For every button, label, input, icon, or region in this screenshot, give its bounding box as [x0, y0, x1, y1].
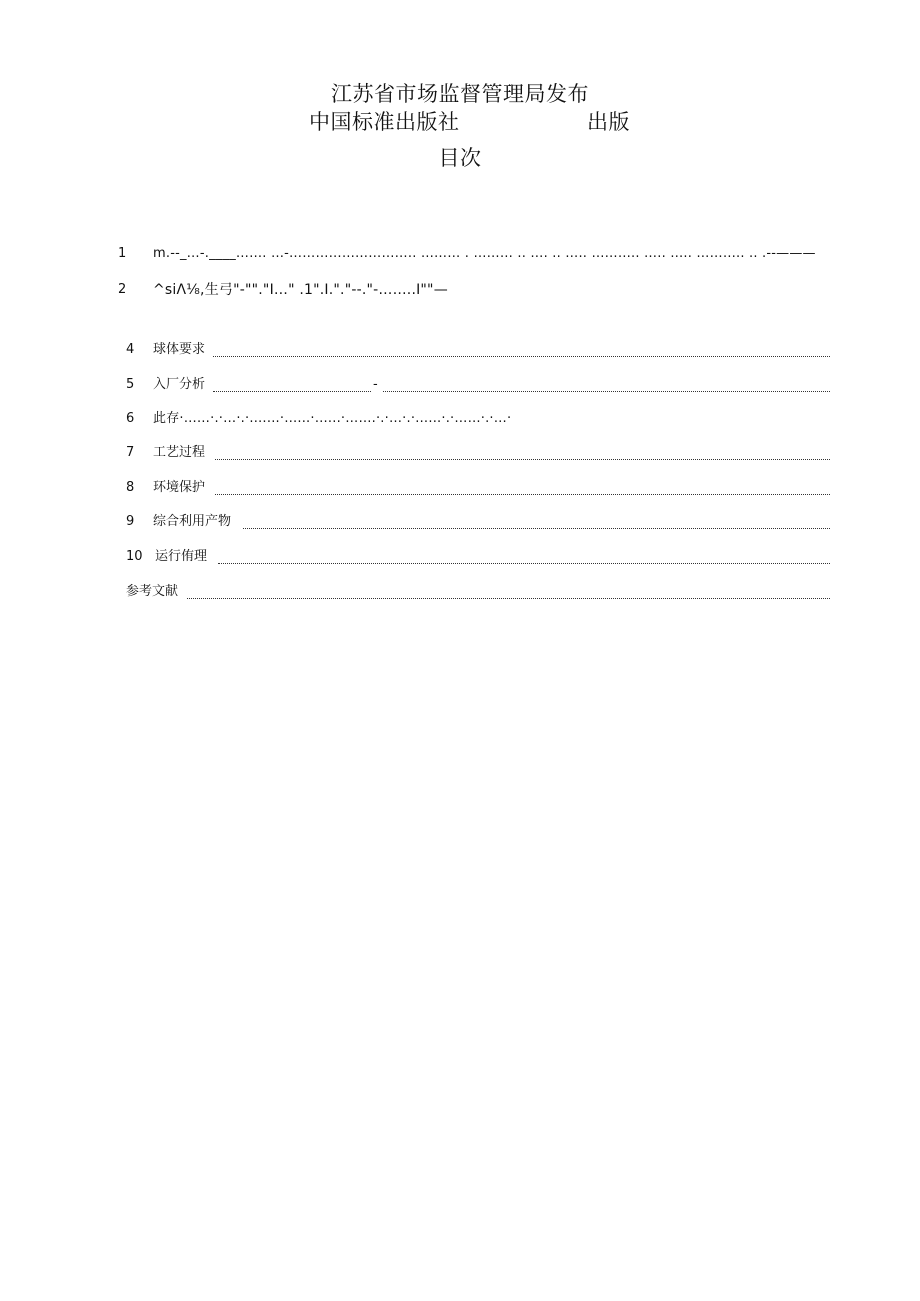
toc-entry-text: 环境保护: [153, 480, 206, 495]
toc-entry-mark: -: [373, 377, 378, 392]
toc-entry-text: 参考文献: [126, 584, 179, 599]
dot-leader: [213, 342, 830, 357]
dot-leader: [383, 377, 830, 392]
dot-leader: [243, 514, 830, 529]
dot-leader: [213, 377, 371, 392]
toc-entry-text: 工艺过程: [153, 445, 206, 460]
dot-leader: [215, 445, 830, 460]
press-suffix: 出版: [587, 110, 630, 134]
toc-entry-number: 2: [118, 282, 127, 297]
toc-entry-text: 球体要求: [153, 342, 206, 357]
toc-entry-number: 6: [126, 411, 135, 426]
toc-entry-text: ^siΛ⅛,生弓"-""."I…" .1".I."."--."-……..I""—: [153, 282, 448, 298]
toc-entry-number: 9: [126, 514, 135, 529]
toc-entry-text: m.--_…-.____……. …-……………………….. ……… . ……… .. …. .. ….. ……….. ….. ….. ……….. .. .--———: [153, 246, 816, 261]
toc-entry-text: 此存·……·.·…·.·.…...·…...·…...·…….·.·…·.·…...·.·……·.·…·: [153, 411, 512, 426]
toc-entry-text: 综合利用产物: [153, 514, 232, 529]
dot-leader: [187, 584, 830, 599]
toc-entry-number: 10: [126, 549, 143, 564]
toc-entry-text: 运行侑理: [155, 549, 208, 564]
toc-entry-number: 7: [126, 445, 135, 460]
toc-entry-number: 1: [118, 246, 127, 261]
toc-entry-text: 入厂分析: [153, 377, 206, 392]
toc-entry-number: 4: [126, 342, 135, 357]
toc-entry-number: 8: [126, 480, 135, 495]
dot-leader: [215, 480, 830, 495]
press-name: 中国标准出版社: [309, 110, 460, 134]
toc-entry-number: 5: [126, 377, 135, 392]
dot-leader: [218, 549, 830, 564]
publisher-line: 江苏省市场监督管理局发布: [331, 82, 589, 106]
page-title: 目次: [438, 146, 482, 170]
